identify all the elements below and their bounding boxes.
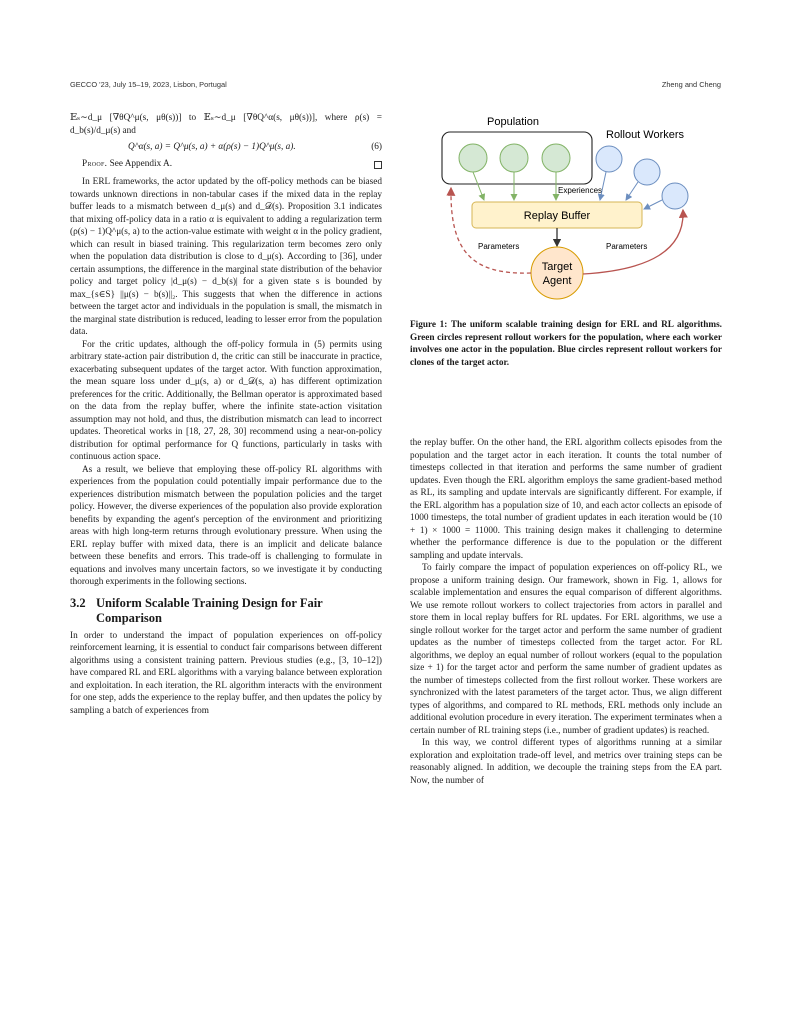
rollout-workers-label: Rollout Workers <box>606 129 685 141</box>
paragraph-conclusion: As a result, we believe that employing these off-policy RL algorithms with experiences from the population could potentially impair performance due to the experiences distribution mismatch between the population policies and the target policy. However, the diverse experiences of the population also provide exploration benefits by expanding the agent's perception of the environment and prioritizing areas with high long-term returns through evolutionary pressure. When using the ERL replay buffer with mixed data, there is an implicit and delicate balance between these benefits and errors. This trade-off is challenging to formulate in equations and involves many uncertain factors, so we investigate it by conducting thorough experiments in the following sections. <box>70 464 382 587</box>
target-clone-worker-circle <box>634 159 660 185</box>
target-clone-worker-circle <box>596 146 622 172</box>
training-design-svg <box>410 110 722 310</box>
left-column <box>70 112 382 717</box>
paragraph-erl-sampling: the replay buffer. On the other hand, the ERL algorithm collects episodes from the population and the target actor in each iteration. It counts the total number of timesteps collected in that iteration and performs the same number of gradient updates. Even though the ERL algorithm employs the same gradient-based method as RL, its sampling and update intervals are significantly different. For example, if the ERL algorithm has a population size of 10, and each actor collects an episode of 1000 timesteps, the total number of gradient updates in each iteration would be (10 + 1) × 1000 = 11000. This training design makes it challenging to determine whether the performance difference is due to the population or the different sampling and update intervals. <box>410 438 722 561</box>
target-agent-label-line1: Target <box>541 261 573 273</box>
running-header-left: GECCO '23, July 15–19, 2023, Lisbon, Portugal <box>70 80 227 89</box>
equation-intro: 𝔼ₛ∼d_μ [∇θQ^μ(s, μθ(s))] to 𝔼ₛ∼d_μ [∇θQ^α(s, μθ(s))], where ρ(s) = d_b(s)/d_μ(s) and <box>70 113 382 136</box>
parameters-left-label: Parameters <box>478 242 520 251</box>
experiences-label: Experiences <box>558 186 603 195</box>
proof-label: Proof. <box>82 158 108 169</box>
proof-line <box>70 158 382 171</box>
section-heading-3-2 <box>70 596 382 626</box>
qed-box <box>374 161 382 169</box>
parameters-right-label: Parameters <box>606 242 648 251</box>
target-agent-label-line2: Agent <box>542 275 572 287</box>
equation-body: Q^α(s, a) = Q^μ(s, a) + α(ρ(s) − 1)Q^μ(s, a). <box>128 142 296 152</box>
section-paragraph: In order to understand the impact of population experiences on off-policy reinforcement learning, it is essential to conduct fair comparisons between different algorithms using a consistent training pattern. Previous studies (e.g., [3, 10–12]) have compared RL and ERL algorithms with a varying balance between exploration and exploitation. In each iteration, the RL algorithm interacts with the environment for one step, adds the experience to the replay buffer, and then updates the policy by sampling a batch of experiences from <box>70 630 382 716</box>
running-header-right: Zheng and Cheng <box>661 80 721 89</box>
equation-6 <box>70 141 382 154</box>
paragraph-uniform-design: To fairly compare the impact of population experiences on off-policy RL, we propose a uniform training design. Our framework, shown in Fig. 1, allows for scalable implementation and ensures the equal comparison of different algorithms. We use remote rollout workers to collect trajectories from actors in parallel and store them in local replay buffers for RL updates. For ERL algorithms, we use a single rollout worker for the target actor and perform the same number of gradient updates as the number of timesteps collected from the target actor. For RL algorithms, we deploy an equal number of rollout workers (equal to the population size + 1) for the target actor and perform the same number of gradient updates as the number of timesteps collected from the first rollout worker. These workers are synchronized with the latest parameters of the target actor. Thus, we align different types of algorithms, and compared to RL methods, ERL methods only include an additional evolution procedure in every iteration. The experiment terminates when a certain number of RL training steps (i.e., number of gradient updates) is reached. <box>410 563 722 736</box>
experience-arrow <box>644 200 662 209</box>
figure-1-caption: Figure 1: The uniform scalable training design for ERL and RL algorithms. Green circles represent rollout workers for the population, where each worker involves one actor in the population. Blue circles represent rollout workers for clones of the target actor. <box>410 320 722 368</box>
section-number: 3.2 <box>70 595 86 610</box>
population-worker-circle <box>500 144 528 172</box>
proof-text: See Appendix A. <box>109 158 173 169</box>
section-title-line2: Comparison <box>96 610 162 625</box>
equation-number: (6) <box>371 142 382 152</box>
target-agent-circle <box>531 247 583 299</box>
paragraph-control: In this way, we control different types of algorithms running at a similar exploration and exploitation trade-off level, and metrics over training steps can be reasonably aligned. In addition, we decouple the training steps from the EA part. Now, the number of <box>410 738 722 786</box>
experience-arrow <box>473 172 484 200</box>
population-worker-circle <box>459 144 487 172</box>
experience-arrow <box>626 182 638 200</box>
right-column <box>410 437 722 787</box>
paragraph-critic-updates: For the critic updates, although the off-policy formula in (5) permits using arbitrary state-action pair distribution d, the critic can still be inaccurate in practice, exacerbating subsequent updates of the target actor. With function approximation, the mean square loss under d_μ(s, a) or d_𝒟(s, a) has different optimization preferences for the critic. Additionally, the Bellman operator is approximated based on the data from the replay buffer, where the infinite state-action visitation assumption may not hold, and thus, the distribution mismatch can lead to incorrect updates. Theoretical works in [18, 27, 28, 30] recommend using a near-on-policy distribution for optimal performance for Q functions, particularly in tasks with continuous action space. <box>70 339 382 462</box>
population-label: Population <box>487 116 539 128</box>
figure-1-diagram <box>410 110 722 310</box>
section-title-line1: Uniform Scalable Training Design for Fair <box>96 595 323 610</box>
population-worker-circle <box>542 144 570 172</box>
target-clone-worker-circle <box>662 183 688 209</box>
parameters-to-population-arrow <box>451 188 531 273</box>
paragraph-erl-bias: In ERL frameworks, the actor updated by the off-policy methods can be biased towards unknown directions in non-tabular cases if the mixed data in the replay buffer leads to a mismatch between d_μ(s) and d_𝒟(s). Proposition 3.1 indicates that mixing off-policy data in a ratio α is equivalent to adding a regularization term (ρ(s) − 1)Q^μ(s, a) to the action-value estimate with weight α in the policy gradient, which can result in biased training. This regularization term becomes zero only when the population data distribution is close to d_μ(s). According to [36], under certain assumptions, the difference in the marginal state distribution of the behavior policy and target policy |d_μ(s) − d_b(s)| for a given state s is bounded by max_{s∈S} ||μ(s) − b(s)||₂. This suggests that when the difference in actions between the target actor and individuals in the population is small, the mismatch in the marginal state distribution is reduced, leading to lesser error from the population data. <box>70 177 382 337</box>
replay-buffer-label: Replay Buffer <box>523 210 591 222</box>
